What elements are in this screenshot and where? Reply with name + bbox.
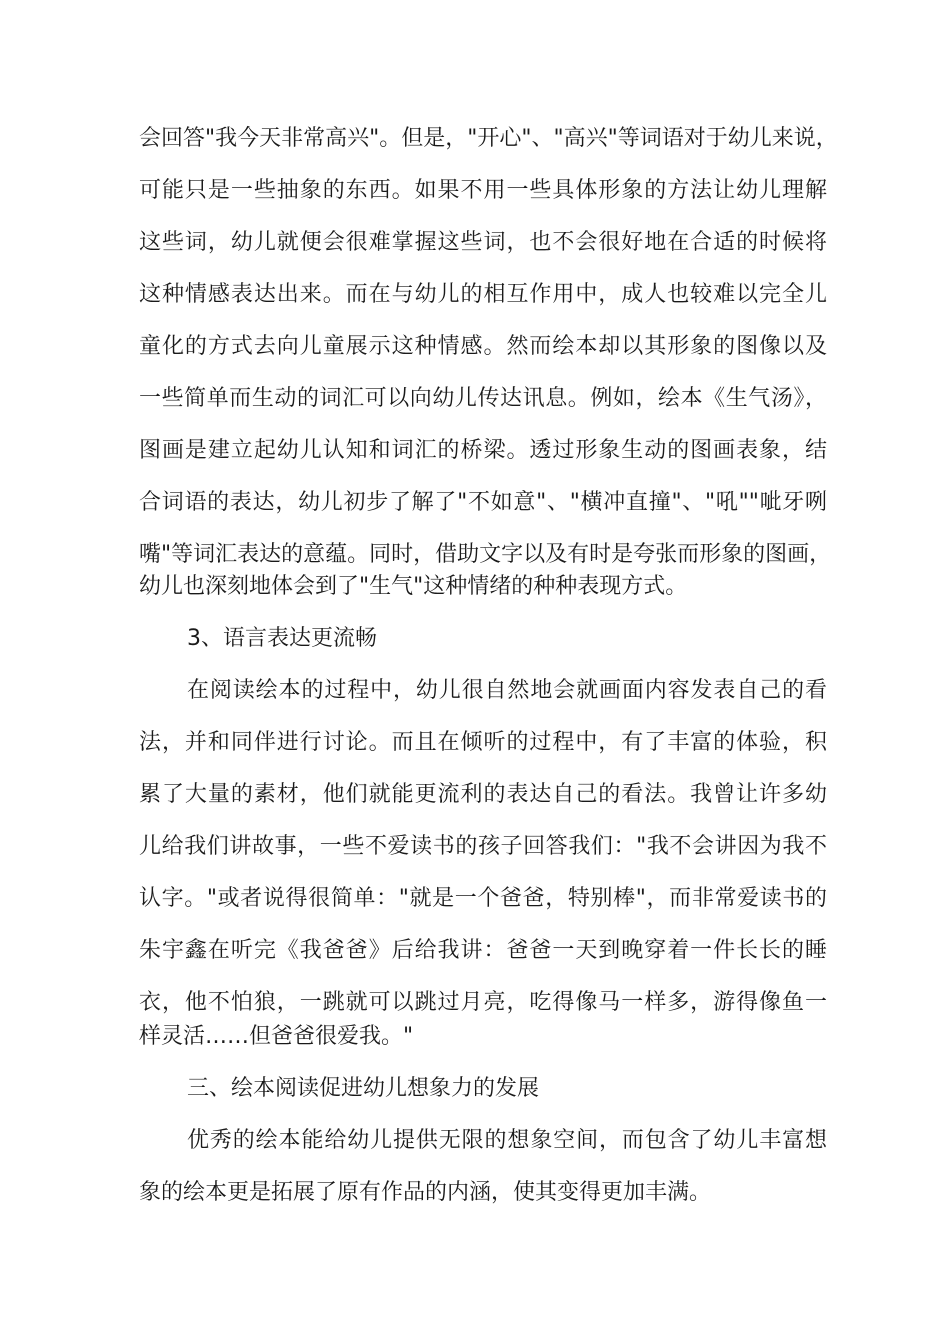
text-line: 累了大量的素材，他们就能更流利的表达自己的看法。我曾让许多幼 (139, 782, 827, 807)
text-line: 法，并和同伴进行讨论。而且在倾听的过程中，有了丰富的体验，积 (139, 730, 827, 755)
text-line: 这些词，幼儿就便会很难掌握这些词，也不会很好地在合适的时候将 (139, 230, 827, 255)
text-line: 朱宇鑫在听完《我爸爸》后给我讲：爸爸一天到晚穿着一件长长的睡 (139, 938, 827, 963)
text-line: 儿给我们讲故事，一些不爱读书的孩子回答我们："我不会讲因为我不 (139, 834, 827, 859)
text-line: 这种情感表达出来。而在与幼儿的相互作用中，成人也较难以完全儿 (139, 282, 827, 307)
section-heading: 三、绘本阅读促进幼儿想象力的发展 (187, 1076, 540, 1101)
text-line: 优秀的绘本能给幼儿提供无限的想象空间，而包含了幼儿丰富想 (187, 1128, 827, 1153)
text-line: 认字。"或者说得很简单："就是一个爸爸，特别棒"，而非常爱读书的 (139, 886, 827, 911)
text-line: 样灵活……但爸爸很爱我。" (139, 1024, 414, 1049)
text-line: 在阅读绘本的过程中，幼儿很自然地会就画面内容发表自己的看 (187, 678, 827, 703)
text-line: 童化的方式去向儿童展示这种情感。然而绘本却以其形象的图像以及 (139, 334, 827, 359)
text-line: 象的绘本更是拓展了原有作品的内涵，使其变得更加丰满。 (139, 1180, 712, 1205)
text-line: 衣，他不怕狼，一跳就可以跳过月亮，吃得像马一样多，游得像鱼一 (139, 990, 827, 1015)
text-line: 嘴"等词汇表达的意蕴。同时，借助文字以及有时是夸张而形象的图画， (139, 542, 832, 567)
text-line: 一些简单而生动的词汇可以向幼儿传达讯息。例如，绘本《生气汤》， (139, 386, 827, 411)
text-line: 幼儿也深刻地体会到了"生气"这种情绪的种种表现方式。 (139, 574, 688, 599)
text-line: 合词语的表达，幼儿初步了解了"不如意"、"横冲直撞"、"吼""呲牙咧 (139, 490, 827, 515)
text-line: 图画是建立起幼儿认知和词汇的桥梁。透过形象生动的图画表象，结 (139, 438, 827, 463)
text-line: 可能只是一些抽象的东西。如果不用一些具体形象的方法让幼儿理解 (139, 178, 827, 203)
text-line: 会回答"我今天非常高兴"。但是，"开心"、"高兴"等词语对于幼儿来说， (139, 126, 838, 151)
section-heading: 3、语言表达更流畅 (187, 626, 377, 651)
